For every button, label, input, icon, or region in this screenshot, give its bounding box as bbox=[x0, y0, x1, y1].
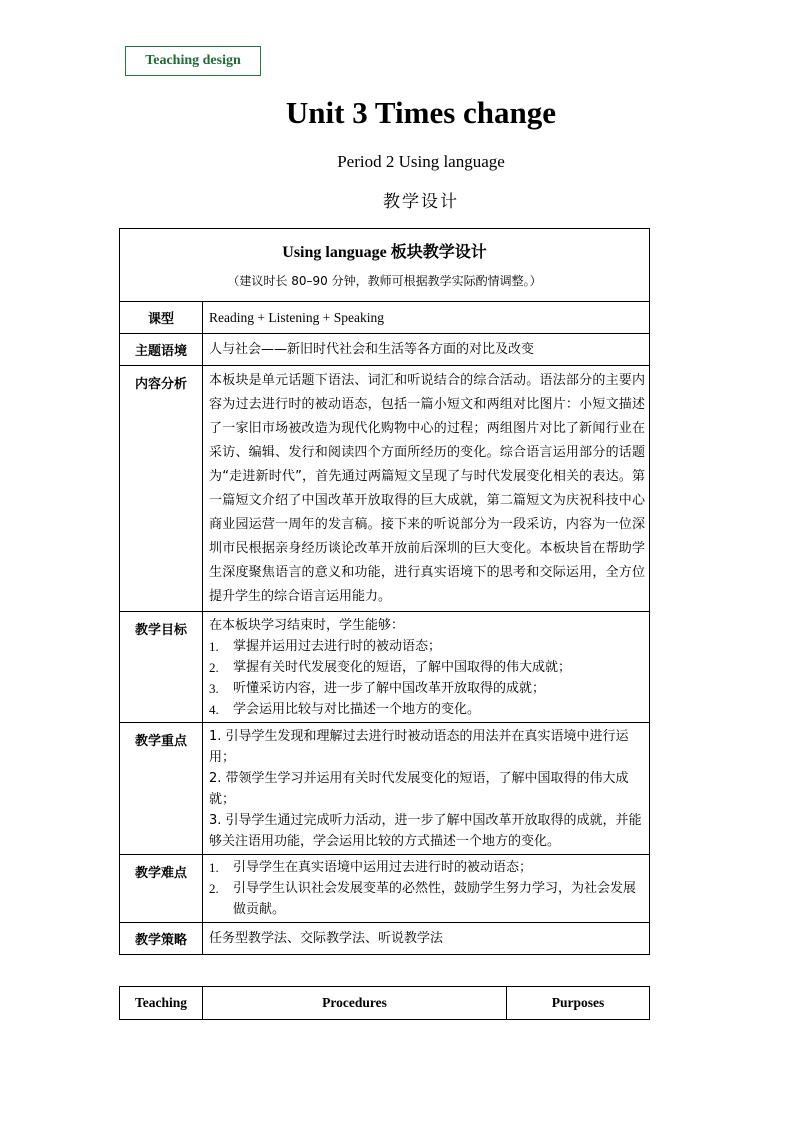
table-row bbox=[120, 923, 650, 955]
row-value-strategies: 任务型教学法、交际教学法、听说教学法 bbox=[203, 923, 650, 955]
table-header-note: （建议时长 80–90 分钟，教师可根据教学实际酌情调整。） bbox=[227, 274, 542, 288]
list-number: 3. bbox=[209, 681, 219, 696]
row-label-type: 课型 bbox=[120, 302, 203, 334]
table-row bbox=[120, 334, 650, 366]
list-number: 4. bbox=[209, 702, 219, 717]
list-item: 3. 引导学生通过完成听力活动，进一步了解中国改革开放取得的成就，并能够关注语用功能，学会运用比较的方式描述一个地方的变化。 bbox=[209, 813, 642, 849]
procedures-header-procedures: Procedures bbox=[203, 987, 507, 1020]
list-text: 引导学生认识社会发展变革的必然性，鼓励学生努力学习，为社会发展做贡献。 bbox=[233, 881, 637, 917]
row-label-theme: 主题语境 bbox=[120, 334, 203, 366]
row-value-type: Reading + Listening + Speaking bbox=[203, 302, 650, 334]
row-label-difficulties: 教学难点 bbox=[120, 855, 203, 923]
table-row bbox=[120, 302, 650, 334]
row-value-key-points bbox=[203, 723, 650, 855]
table-header bbox=[120, 229, 650, 302]
list-text: 听懂采访内容，进一步了解中国改革开放取得的成就； bbox=[233, 681, 546, 696]
row-label-key-points: 教学重点 bbox=[120, 723, 203, 855]
row-value-objectives bbox=[203, 612, 650, 723]
table-header-row bbox=[120, 229, 650, 302]
procedures-header-row bbox=[120, 987, 650, 1020]
list-item bbox=[209, 878, 645, 920]
table-row bbox=[120, 855, 650, 923]
list-number: 2. bbox=[209, 881, 219, 896]
objectives-intro: 在本板块学习结束时，学生能够： bbox=[209, 618, 405, 633]
row-value-difficulties bbox=[203, 855, 650, 923]
table-row bbox=[120, 612, 650, 723]
list-number: 1. bbox=[209, 860, 219, 875]
page-cn-title: 教学设计 bbox=[383, 192, 459, 212]
table-row bbox=[120, 366, 650, 612]
list-number: 2. bbox=[209, 660, 219, 675]
teaching-design-tag: Teaching design bbox=[125, 46, 261, 76]
row-label-strategies: 教学策略 bbox=[120, 923, 203, 955]
table-row bbox=[120, 723, 650, 855]
lesson-plan-table bbox=[119, 228, 650, 955]
list-item: 2. 带领学生学习并运用有关时代发展变化的短语，了解中国取得的伟大成就； bbox=[209, 771, 629, 807]
page-subtitle: Period 2 Using language bbox=[337, 152, 505, 171]
list-item bbox=[209, 657, 645, 678]
list-text: 引导学生在真实语境中运用过去进行时的被动语态； bbox=[233, 860, 533, 875]
list-item: 1. 引导学生发现和理解过去进行时被动语态的用法并在真实语境中进行运用； bbox=[209, 729, 629, 765]
list-item bbox=[209, 636, 645, 657]
procedures-table bbox=[119, 986, 650, 1020]
procedures-header-purposes: Purposes bbox=[507, 987, 650, 1020]
row-label-analysis: 内容分析 bbox=[120, 366, 203, 612]
list-item bbox=[209, 857, 645, 878]
list-text: 掌握并运用过去进行时的被动语态； bbox=[233, 639, 442, 654]
list-number: 1. bbox=[209, 639, 219, 654]
list-item bbox=[209, 699, 645, 720]
list-text: 学会运用比较与对比描述一个地方的变化。 bbox=[233, 702, 481, 717]
list-text: 掌握有关时代发展变化的短语，了解中国取得的伟大成就； bbox=[233, 660, 572, 675]
table-header-title: Using language 板块教学设计 bbox=[282, 244, 487, 261]
list-item bbox=[209, 678, 645, 699]
row-label-objectives: 教学目标 bbox=[120, 612, 203, 723]
row-value-theme: 人与社会——新旧时代社会和生活等各方面的对比及改变 bbox=[203, 334, 650, 366]
row-value-analysis: 本板块是单元话题下语法、词汇和听说结合的综合活动。语法部分的主要内容为过去进行时的被动语态，包括一篇小短文和两组对比图片：小短文描述了一家旧市场被改造为现代化购物中心的过程；两组图片对比了新闻行业在采访、编辑、发行和阅读四个方面所经历的变化。综合语言运用部分的话题为“走进新时代”，首先通过两篇短文呈现了与时代发展变化相关的表达。第一篇短文介绍了中国改革开放取得的巨大成就，第二篇短文为庆祝科技中心商业园运营一周年的发言稿。接下来的听说部分为一段采访，内容为一位深圳市民根据亲身经历谈论改革开放前后深圳的巨大变化。本板块旨在帮助学生深度聚焦语言的意义和功能，进行真实语境下的思考和交际运用，全方位提升学生的综合语言运用能力。 bbox=[203, 366, 650, 612]
page-title: Unit 3 Times change bbox=[285, 95, 557, 130]
procedures-header-teaching: Teaching bbox=[120, 987, 203, 1020]
